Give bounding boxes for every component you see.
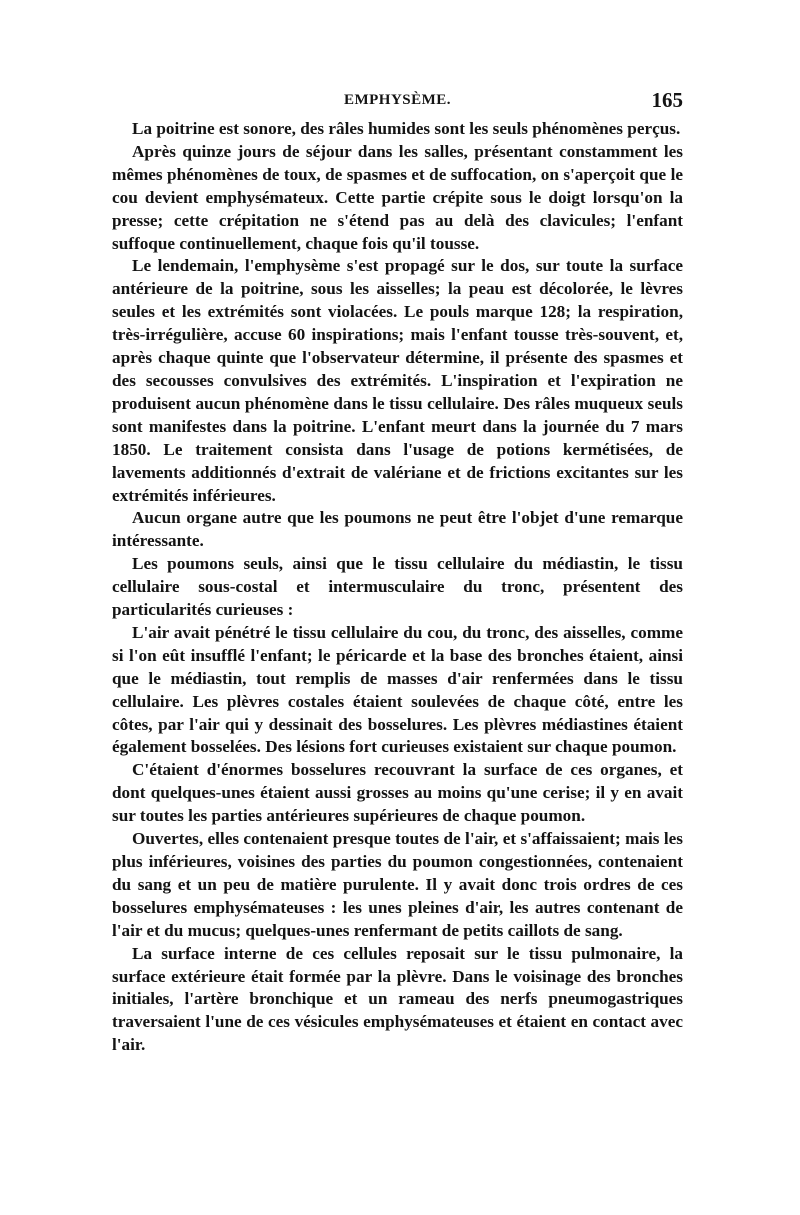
paragraph: Après quinze jours de séjour dans les salles, présentant constamment les mêmes phénomènes de toux, de spasmes et de suffocation, on s'aperçoit que le cou devient emphysémateux. Cette partie crépite sous le doigt lorsqu'on la presse; cette crépitation ne s'étend pas au delà des clavicules; l'enfant suffoque continuellement, chaque fois qu'il tousse. bbox=[112, 141, 683, 253]
body-text bbox=[112, 118, 683, 1057]
running-title: EMPHYSÈME. bbox=[343, 92, 452, 108]
paragraph: Ouvertes, elles contenaient presque toutes de l'air, et s'affaissaient; mais les plus inférieures, voisines des parties du poumon congestionnées, contenaient du sang et un peu de matière purulente. Il y avait donc trois ordres de ces bosselures emphysémateuses : les unes pleines d'air, les autres contenant de l'air et du mucus; quelques-unes renfermant de petits caillots de sang. bbox=[112, 829, 683, 940]
paragraph: Aucun organe autre que les poumons ne peut être l'objet d'une remarque intéressante. bbox=[112, 508, 683, 551]
page-number: 165 bbox=[651, 88, 683, 112]
paragraph: C'étaient d'énormes bosselures recouvrant la surface de ces organes, et dont quelques-unes étaient aussi grosses au moins qu'une cerise; il y en avait sur toutes les parties antérieures supérieures de chaque poumon. bbox=[112, 760, 683, 826]
book-page bbox=[112, 88, 683, 1057]
paragraph: La surface interne de ces cellules reposait sur le tissu pulmonaire, la surface extérieure était formée par la plèvre. Dans le voisinage des bronches initiales, l'artère bronchique et un rameau des nerfs pneumogastriques traversaient l'une de ces vésicules emphysémateuses et étaient en contact avec l'air. bbox=[112, 943, 683, 1055]
paragraph: La poitrine est sonore, des râles humides sont les seuls phénomènes perçus. bbox=[132, 119, 681, 138]
paragraph: L'air avait pénétré le tissu cellulaire du cou, du tronc, des aisselles, comme si l'on eût insufflé l'enfant; le péricarde et la base des bronches étaient, ainsi que le médiastin, tout remplis de masses d'air renfermées dans le tissu cellulaire. Les plèvres costales étaient soulevées de chaque côté, entre les côtes, par l'air qui y dessinait des bosselures. Les plèvres médiastines étaient également bosselées. Des lésions fort curieuses existaient sur chaque poumon. bbox=[112, 622, 683, 757]
paragraph: Le lendemain, l'emphysème s'est propagé sur le dos, sur toute la surface antérieure de la poitrine, sous les aisselles; la peau est décolorée, le lèvres seules et les extrémités sont violacées. Le pouls marque 128; la respiration, très-irrégulière, accuse 60 inspirations; mais l'enfant tousse très-souvent, et, après chaque quinte que l'observateur détermine, il présente des spasmes et des secousses convulsives des extrémités. L'inspiration et l'expiration ne produisent aucun phénomène dans le tissu cellulaire. Des râles muqueux seuls sont manifestes dans la poitrine. L'enfant meurt dans la journée du 7 mars 1850. Le traitement consista dans l'usage de potions kermétisées, de lavements additionnés d'extrait de valériane et de frictions excitantes sur les extrémités inférieures. bbox=[112, 256, 683, 505]
running-head bbox=[112, 88, 683, 118]
paragraph: Les poumons seuls, ainsi que le tissu cellulaire du médiastin, le tissu cellulaire sous-costal et intermusculaire du tronc, présentent des particularités curieuses : bbox=[112, 554, 683, 620]
